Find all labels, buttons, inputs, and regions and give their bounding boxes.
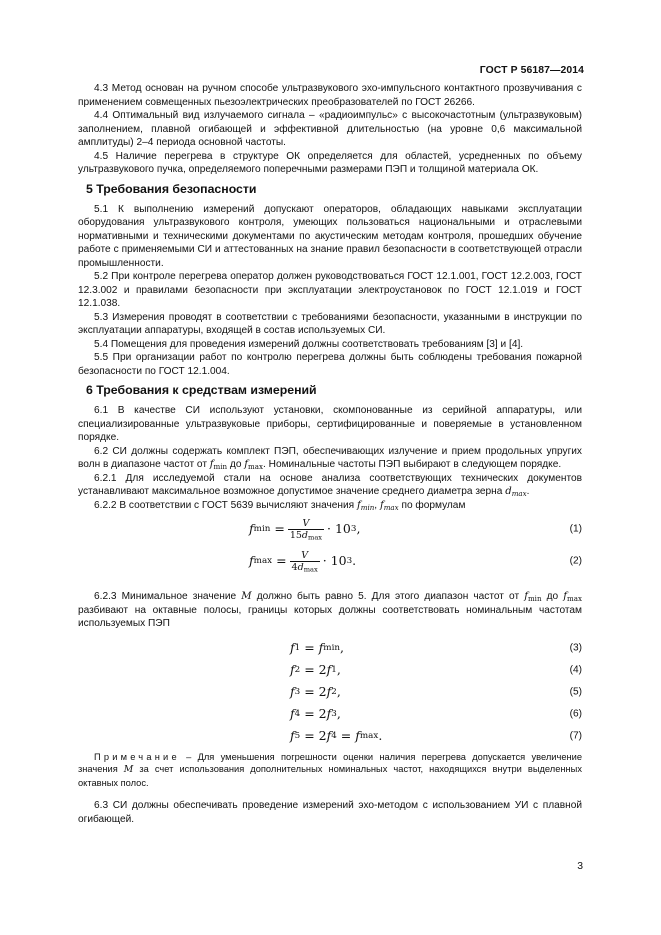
paragraph-6-2-3: 6.2.3 Минимальное значение M должно быть равно 5. Для этого диапазон частот от $f_{min}$ до $f_{max}$ разбивают на октавные полосы, границы которых должны соответствовать номинальным частотам используемых ПЭП xyxy=(78,591,583,629)
paragraph-6-3: 6.3 СИ должны обеспечивать проведение измерений эхо-методом с использованием УИ с плавной огибающей. xyxy=(78,800,582,825)
paragraph-5-1: 5.1 К выполнению измерений допускают операторов, обладающих навыками эксплуатации оборудования ультразвукового контроля, умеющих пользоваться национальными и отраслевыми нормативными и техническими документами по акустическим методам контроля, прошедших обучение работе с применяемыми СИ и аттестованных на знание правил безопасности в соответствующей отрасли промышленности. xyxy=(78,203,582,269)
paragraph-5-5: 5.5 При организации работ по контролю перегрева должны быть соблюдены требования пожарной безопасности по ГОСТ 12.1.004. xyxy=(78,352,582,377)
equation-number: (4) xyxy=(569,663,582,675)
equation-number: (5) xyxy=(569,685,582,697)
equation-number: (7) xyxy=(569,729,582,741)
paragraph-6-2-2: 6.2.2 В соответствии с ГОСТ 5639 вычисляют значения $f_{min}$, $f_{max}$ по формулам xyxy=(94,499,466,512)
paragraph-6-1: 6.1 В качестве СИ используют установки, скомпонованные из серийной аппаратуры, или специализированные ультразвуковые приборы, сертифицированные и поверяемые в установленном порядке. xyxy=(78,405,582,443)
section-5-heading: 5 Требования безопасности xyxy=(86,181,257,196)
equation-5: f 3 = 2 f 2 , (5) xyxy=(290,683,582,699)
equation-number: (3) xyxy=(569,641,582,653)
paragraph-5-2: 5.2 При контроле перегрева оператор должен руководствоваться ГОСТ 12.1.001, ГОСТ 12.2.003, ГОСТ 12.3.002 и правилами безопасности при эксплуатации электроустановок по ГОСТ 12.1.019 и ГОСТ 12.1.038. xyxy=(78,271,582,309)
symbol-f-min: f xyxy=(209,459,214,470)
paragraph-5-3: 5.3 Измерения проводят в соответствии с требованиями безопасности, указанными в инструкции по эксплуатации аппаратуры, входящей в состав используемых СИ. xyxy=(78,311,582,336)
equation-3: f 1 = f min , (3) xyxy=(290,639,582,655)
equation-number: (6) xyxy=(569,707,582,719)
paragraph-6-2: 6.2 СИ должны содержать комплект ПЭП, обеспечивающих излучение и прием продольных упругих волн в диапазоне частот от $f_{min}$ до $f_{max}$. Номинальные частоты ПЭП выбирают в следующем порядке. xyxy=(78,445,582,471)
page-body xyxy=(78,82,582,826)
equation-4: f 2 = 2 f 1 , (4) xyxy=(290,661,582,677)
note-label: Примечание xyxy=(94,751,180,762)
equation-1: f min = $\frac{V}{15d_{max}}$ · 10 3 , (1) xyxy=(249,517,582,542)
paragraph-4-5: 4.5 Наличие перегрева в структуре ОК определяется для областей, усредненных по объему ультразвукового пучка, определяемого поперечными размерами ПЭП и толщиной материала ОК. xyxy=(78,150,582,175)
symbol-d-max: d xyxy=(505,486,512,497)
equation-2: f max = $\frac{V}{4d_{max}}$ · 10 3 . (2) xyxy=(249,549,582,574)
paragraph-6-2-1: 6.2.1 Для исследуемой стали на основе анализа соответствующих технических документов устанавливают максимальное возможное допустимое значение среднего диаметра зерна $d_{max}$. xyxy=(78,472,582,498)
section-6-heading: 6 Требования к средствам измерений xyxy=(86,383,317,397)
paragraph-4-3: 4.3 Метод основан на ручном способе ультразвукового эхо-импульсного контактного прозвучивания с применением совмещенных пьезоэлектрических преобразователей по ГОСТ 26266. xyxy=(78,83,582,108)
page-number: 3 xyxy=(577,861,583,872)
document-id-header: ГОСТ Р 56187—2014 xyxy=(479,65,584,76)
equation-number: (1) xyxy=(569,523,582,535)
note-paragraph: Примечание – Для уменьшения погрешности оценки наличия перегрева допускается увеличение значения M за счет использования дополнительных номинальных частот, находящихся внутри выделенных октавных полос. xyxy=(78,751,582,788)
symbol-f-max: f xyxy=(244,459,249,470)
equation-number: (2) xyxy=(569,555,582,567)
equation-7: f 5 = 2 f 4 = f max . (7) xyxy=(290,727,582,743)
paragraph-5-4: 5.4 Помещения для проведения измерений должны соответствовать требованиям [3] и [4]. xyxy=(94,338,524,350)
equation-6: f 4 = 2 f 3 , (6) xyxy=(290,705,582,721)
paragraph-4-4: 4.4 Оптимальный вид излучаемого сигнала – «радиоимпульс» с высокочастотным (ультразвуковым) заполнением, плавной огибающей и эффективной длительностью (на уровне 0,6 максимальной амплитуды) 2–4 периода основной частоты. xyxy=(78,110,582,148)
